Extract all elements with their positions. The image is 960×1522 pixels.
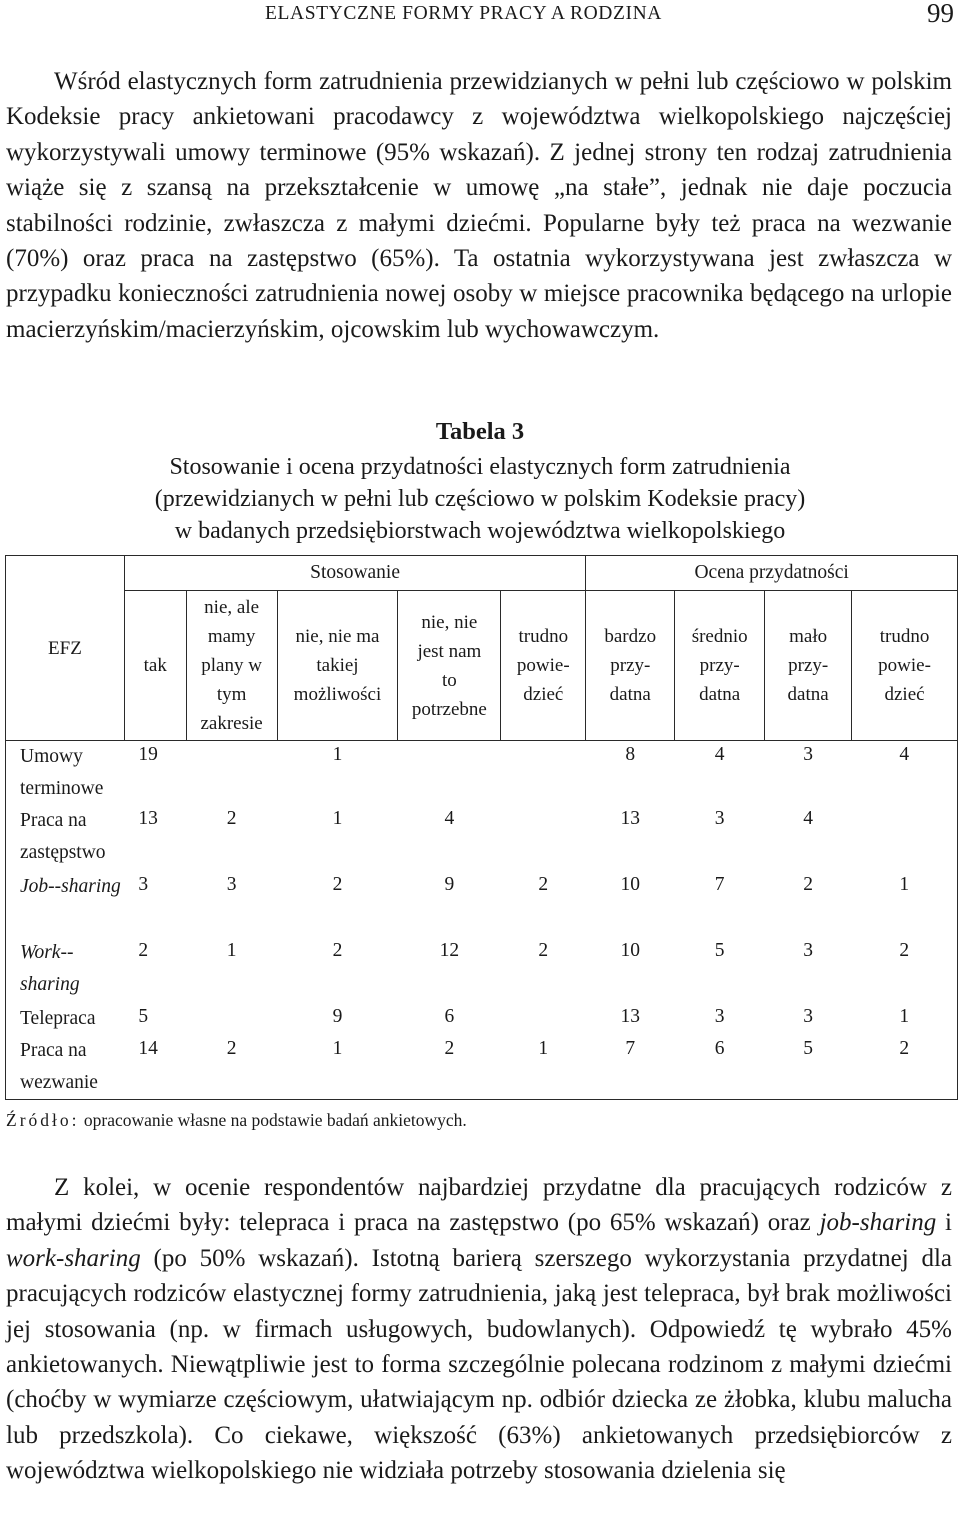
table-cell: 3 [714, 808, 725, 829]
paragraph-term: job-sharing [819, 1209, 937, 1237]
body-paragraph-2 [6, 1170, 952, 1489]
table-cell [501, 805, 586, 871]
table-cell: 13 [138, 808, 158, 829]
table-cell [501, 741, 586, 806]
table-cell: 2 [538, 940, 549, 961]
table-cell: 1 [332, 744, 343, 765]
table-cell: 2 [398, 1035, 501, 1100]
table-cell: 10 [620, 940, 640, 961]
row-label: Work--sharing [6, 937, 125, 1003]
table-cell: 1 [332, 808, 343, 829]
table-cell: 5 [714, 940, 725, 961]
header-srednio-przydatna: średnio przy-datna [675, 591, 765, 741]
table-cell: 2 [138, 940, 149, 961]
table-cell [852, 805, 958, 871]
table-cell: 1 [852, 871, 958, 937]
table-cell: 13 [620, 1006, 640, 1027]
table-cell: 3 [803, 940, 813, 961]
header-group-rating: Ocena przydatności [586, 556, 958, 591]
table-row [6, 1003, 958, 1035]
table-cell: 7 [714, 874, 725, 895]
table-title [0, 451, 960, 547]
table-cell: 3 [803, 1006, 813, 1027]
header-group-usage: Stosowanie [124, 556, 585, 591]
source-label: Źródło: [6, 1110, 80, 1130]
table-cell: 13 [620, 808, 640, 829]
table-cell: 1 [226, 940, 237, 961]
table-row [6, 871, 958, 937]
table-cell: 7 [586, 1035, 675, 1100]
running-title: ELASTYCZNE FORMY PRACY A RODZINA [265, 3, 662, 24]
table-cell: 19 [138, 744, 158, 765]
table-cell: 2 [852, 1035, 958, 1100]
table-title-line: w badanych przedsiębiorstwach województwa wielkopolskiego [174, 518, 786, 544]
data-table [5, 555, 958, 1100]
table-row [6, 937, 958, 1003]
paragraph-text: (po 50% wskazań). Istotną barierą szerszego wykorzystania przydatnej dla pracujących rodziców elastycznej formy zatrudnienia, jaką jest telepraca, był brak możliwości jej stosowania (np. w firmach usługowych, budowlanych). Odpowiedź tę wybrało 45% ankietowanych. Niewątpliwie jest to forma szczególnie polecana rodzinom z małymi dziećmi (choćby w wymiarze częściowym, ułatwiającym np. odbiór dziecka ze żłobka, klubu malucha lub przedszkola). Co ciekawe, większość (63%) ankietowanych przedsiębiorców z województwa wielkopolskiego nie widziała potrzeby stosowania dzielenia się [6, 1244, 952, 1485]
table-cell: 1 [277, 1035, 398, 1100]
table-cell: 4 [803, 808, 813, 829]
header-tak: tak [124, 591, 186, 741]
table-body [6, 741, 958, 1100]
table-cell: 14 [124, 1035, 186, 1100]
table-cell: 4 [714, 744, 725, 765]
table-cell [398, 741, 501, 806]
row-label: Praca na zastępstwo [6, 805, 125, 871]
table-cell: 3 [138, 874, 149, 895]
table-cell [501, 1003, 586, 1035]
table-cell: 5 [765, 1035, 852, 1100]
table-cell: 8 [625, 744, 636, 765]
header-nie-nie-potrzebne: nie, nie jest nam to potrzebne [398, 591, 501, 741]
table-source [6, 1110, 467, 1131]
table-row [6, 741, 958, 806]
table-cell: 2 [803, 874, 813, 895]
header-nie-ale-mamy-plany: nie, ale mamy plany w tym zakresie [186, 591, 277, 741]
paragraph-text: Z kolei, w ocenie respondentów najbardziej przydatne dla pracujących rodziców z małymi dziećmi były: telepraca i praca na zastępstwo (po 65% wskazań) oraz [6, 1174, 952, 1237]
table-row [6, 805, 958, 871]
table-cell: 3 [226, 874, 237, 895]
table-cell: 2 [226, 808, 237, 829]
body-paragraph-1: Wśród elastycznych form zatrudnienia przewidzianych w pełni lub częściowo w polskim Kodeksie pracy ankietowani pracodawcy z województwa wielkopolskiego najczęściej wykorzystywali umowy terminowe (95% wskazań). Z jednej strony ten rodzaj zatrudnienia wiąże się z szansą na przekształcenie w umowę „na stałe”, jednak nie daje poczucia stabilności rodzinie, zwłaszcza z małymi dziećmi. Popularne były też praca na wezwanie (70%) oraz praca na zastępstwo (65%). Ta ostatnia wykorzystywana jest zwłaszcza w przypadku konieczności zatrudnienia nowej osoby w miejsce pracownika będącego na urlopie macierzyńskim/macierzyńskim, ojcowskim lub wychowawczym. [6, 68, 952, 343]
header-malo-przydatna: mało przy-datna [765, 591, 852, 741]
table-cell: 9 [332, 1006, 343, 1027]
page-number: 99 [927, 0, 954, 28]
table-title-line: (przewidzianych w pełni lub częściowo w polskim Kodeksie pracy) [154, 486, 806, 512]
table-cell: 4 [852, 741, 958, 806]
header-nie-nie-ma-mozliwosci: nie, nie ma takiej możliwości [277, 591, 398, 741]
row-label: Job--sharing [6, 871, 125, 937]
table-cell: 6 [444, 1006, 455, 1027]
table-cell: 1 [501, 1035, 586, 1100]
table-cell [186, 741, 277, 806]
paragraph-text: i [936, 1209, 952, 1237]
row-label: Telepraca [6, 1003, 125, 1035]
table-cell: 6 [675, 1035, 765, 1100]
row-label: Praca na wezwanie [6, 1035, 125, 1100]
header-trudno-powiedziec-usage: trudno powie-dzieć [501, 591, 586, 741]
table-cell: 4 [444, 808, 455, 829]
running-header [0, 0, 960, 34]
table-cell: 5 [138, 1006, 149, 1027]
table-cell: 2 [852, 937, 958, 1003]
header-efz: EFZ [6, 556, 125, 741]
table-cell: 2 [538, 874, 549, 895]
header-trudno-powiedziec-rating: trudno powie-dzieć [852, 591, 958, 741]
table-cell: 2 [186, 1035, 277, 1100]
table-row [6, 1035, 958, 1100]
source-text: opracowanie własne na podstawie badań ankietowych. [83, 1110, 467, 1130]
table-cell: 3 [714, 1006, 725, 1027]
row-label: Umowy terminowe [6, 741, 125, 806]
table-cell: 9 [444, 874, 455, 895]
table-cell [186, 1003, 277, 1035]
header-bardzo-przydatna: bardzo przy-datna [586, 591, 675, 741]
table-cell: 1 [852, 1003, 958, 1035]
table-cell: 10 [620, 874, 640, 895]
table-cell: 2 [332, 940, 343, 961]
paragraph-term: work-sharing [6, 1244, 141, 1272]
table-cell: 2 [332, 874, 343, 895]
table-cell: 3 [803, 744, 813, 765]
table-title-line: Stosowanie i ocena przydatności elastycznych form zatrudnienia [169, 454, 791, 480]
table-label: Tabela 3 [435, 418, 525, 445]
table-cell: 12 [439, 940, 460, 961]
